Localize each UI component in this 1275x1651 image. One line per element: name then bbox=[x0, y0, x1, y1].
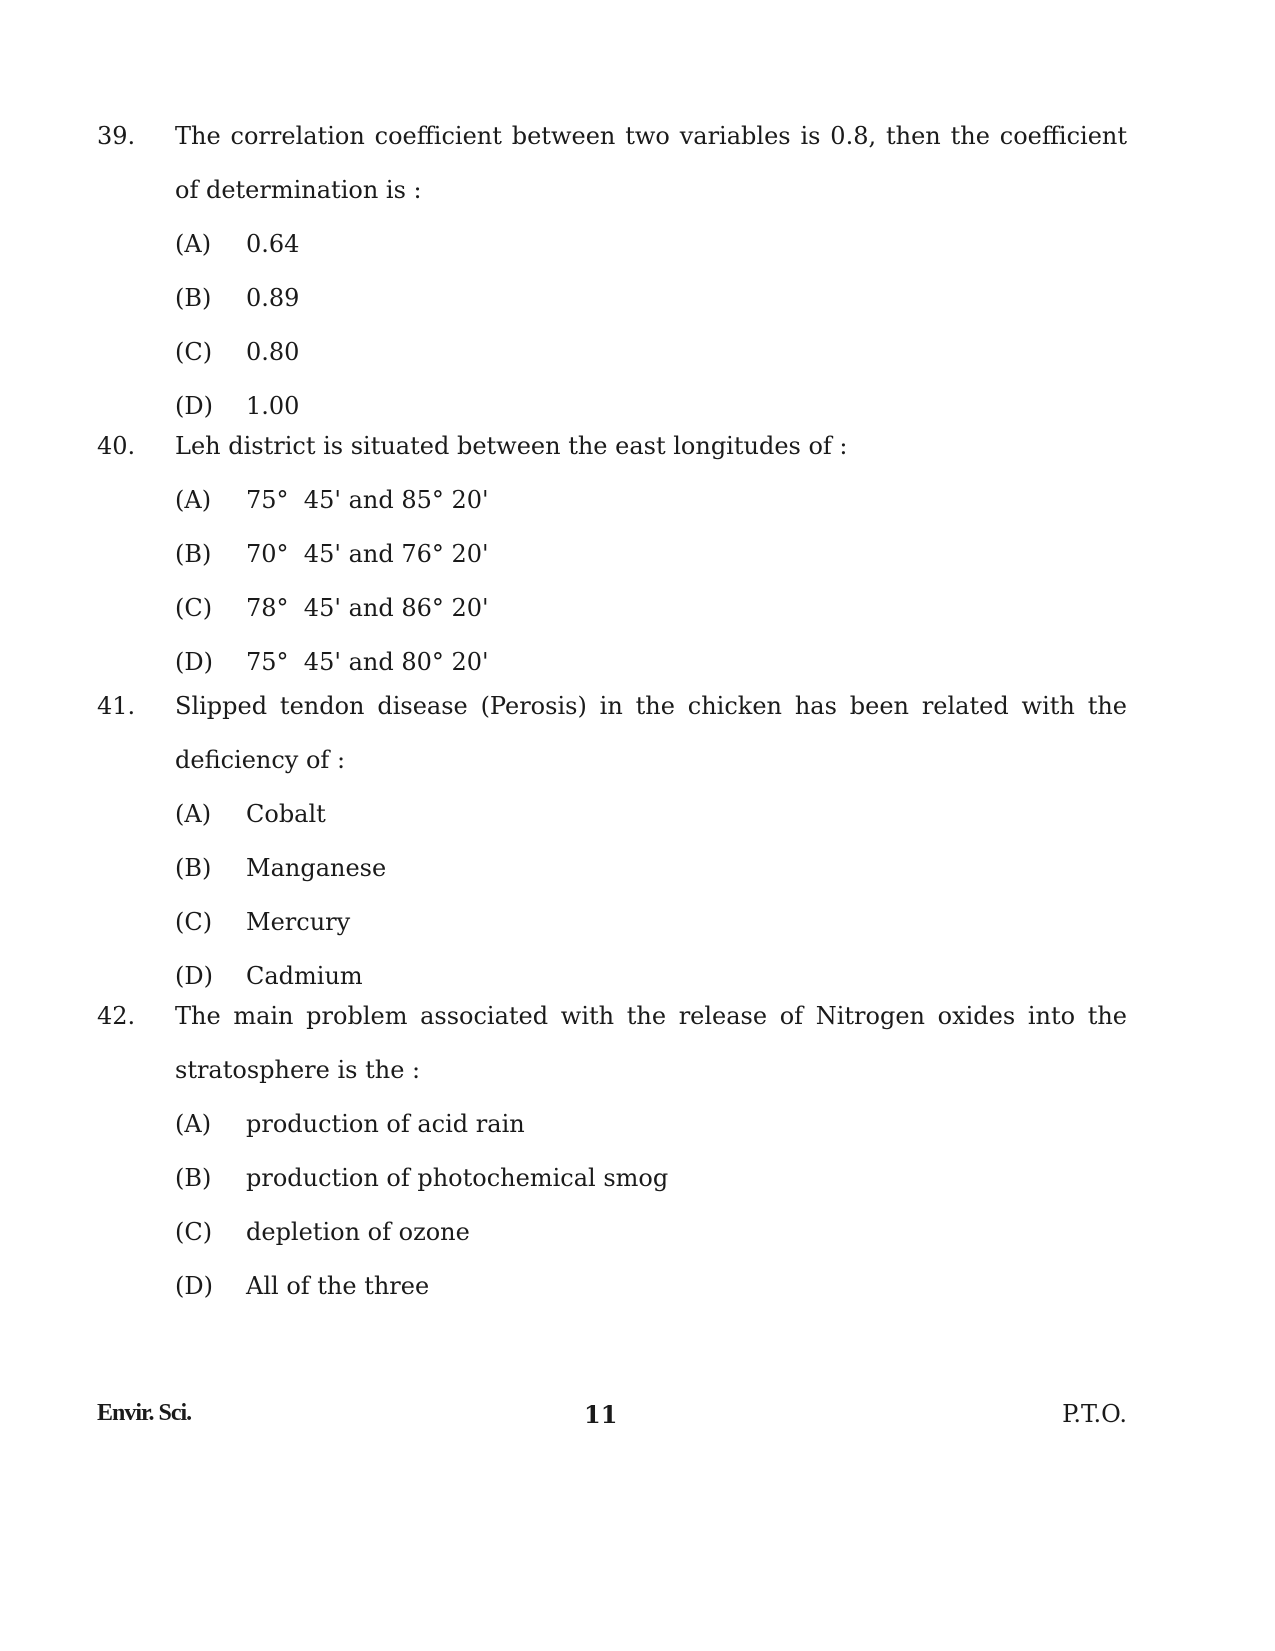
question-text: Leh district is situated between the east longitudes of : bbox=[175, 432, 848, 460]
option-a bbox=[97, 1097, 1127, 1151]
pto-label: P.T.O. bbox=[1062, 1400, 1127, 1428]
question-text: The correlation coefficient between two variables is 0.8, then the coefficient bbox=[175, 122, 1127, 150]
option-text: 0.64 bbox=[246, 230, 300, 258]
option-text: 1.00 bbox=[246, 392, 300, 420]
page-number: 11 bbox=[584, 1400, 618, 1429]
option-text: 75° 45' and 85° 20' bbox=[246, 486, 489, 514]
option-a bbox=[97, 217, 1127, 271]
subject-label: Envir. Sci. bbox=[97, 1400, 192, 1426]
option-label: (B) bbox=[175, 540, 212, 568]
option-label: (C) bbox=[175, 908, 213, 936]
option-label: (A) bbox=[175, 1110, 212, 1138]
option-text: Cadmium bbox=[246, 962, 363, 990]
question-42 bbox=[97, 989, 1127, 1313]
option-b bbox=[97, 527, 1127, 581]
question-39 bbox=[97, 109, 1127, 433]
option-text: Manganese bbox=[246, 854, 387, 882]
option-d bbox=[97, 1259, 1127, 1313]
option-label: (A) bbox=[175, 800, 212, 828]
option-label: (D) bbox=[175, 1272, 213, 1300]
option-label: (A) bbox=[175, 230, 212, 258]
question-text: The main problem associated with the release of Nitrogen oxides into the bbox=[175, 1002, 1127, 1030]
option-a bbox=[97, 787, 1127, 841]
question-40 bbox=[97, 419, 1127, 689]
option-label: (C) bbox=[175, 338, 213, 366]
option-label: (B) bbox=[175, 1164, 212, 1192]
question-number: 39. bbox=[97, 122, 136, 150]
option-c bbox=[97, 1205, 1127, 1259]
option-label: (C) bbox=[175, 1218, 213, 1246]
option-text: production of photochemical smog bbox=[246, 1164, 669, 1192]
option-label: (D) bbox=[175, 648, 213, 676]
option-text: 75° 45' and 80° 20' bbox=[246, 648, 489, 676]
option-label: (D) bbox=[175, 962, 213, 990]
option-text: 78° 45' and 86° 20' bbox=[246, 594, 489, 622]
option-label: (A) bbox=[175, 486, 212, 514]
option-text: 70° 45' and 76° 20' bbox=[246, 540, 489, 568]
option-text: Mercury bbox=[246, 908, 351, 936]
question-text-continued: stratosphere is the : bbox=[175, 1056, 421, 1084]
option-a bbox=[97, 473, 1127, 527]
option-b bbox=[97, 1151, 1127, 1205]
option-c bbox=[97, 325, 1127, 379]
option-c bbox=[97, 581, 1127, 635]
question-text-continued: deficiency of : bbox=[175, 746, 346, 774]
question-number: 42. bbox=[97, 1002, 136, 1030]
question-number: 40. bbox=[97, 432, 136, 460]
option-label: (B) bbox=[175, 284, 212, 312]
option-c bbox=[97, 895, 1127, 949]
option-b bbox=[97, 271, 1127, 325]
question-41 bbox=[97, 679, 1127, 1003]
option-text: 0.89 bbox=[246, 284, 300, 312]
question-number: 41. bbox=[97, 692, 136, 720]
option-label: (D) bbox=[175, 392, 213, 420]
option-text: production of acid rain bbox=[246, 1110, 525, 1138]
option-text: All of the three bbox=[246, 1272, 430, 1300]
option-text: 0.80 bbox=[246, 338, 300, 366]
page-footer bbox=[97, 1400, 1127, 1440]
option-b bbox=[97, 841, 1127, 895]
option-label: (C) bbox=[175, 594, 213, 622]
option-label: (B) bbox=[175, 854, 212, 882]
question-text-continued: of determination is : bbox=[175, 176, 422, 204]
option-text: Cobalt bbox=[246, 800, 326, 828]
option-text: depletion of ozone bbox=[246, 1218, 470, 1246]
question-text: Slipped tendon disease (Perosis) in the chicken has been related with the bbox=[175, 692, 1127, 720]
